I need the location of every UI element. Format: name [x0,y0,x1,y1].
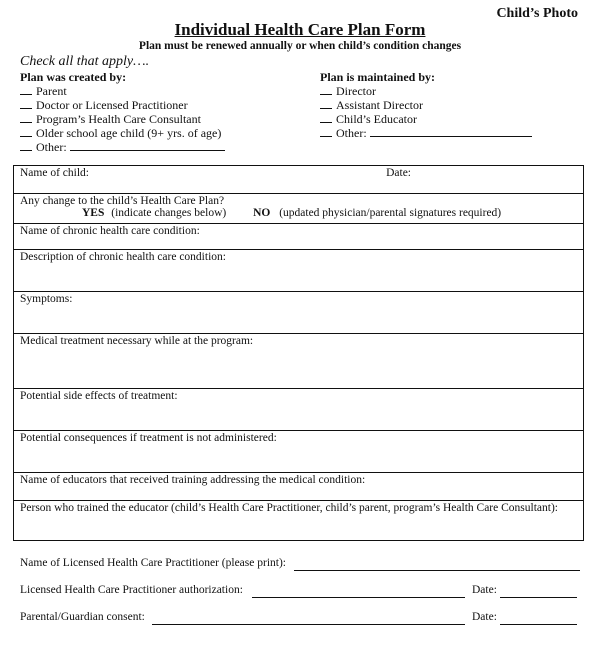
consent-signature-line[interactable] [152,624,465,625]
plan-change-field[interactable] [14,194,584,224]
chronic-condition-description-field[interactable] [14,250,584,292]
trainer-label: Person who trained the educator (child’s Health Care Practitioner, child’s parent, program’s Health Care Consultant): [20,502,558,514]
symptoms-field[interactable] [14,292,584,334]
plan-change-question: Any change to the child’s Health Care Plan? [20,195,225,207]
checkbox-blank[interactable] [320,126,332,137]
maintained-by-option-other[interactable]: Other: [320,126,532,141]
form-title: Individual Health Care Plan Form [174,20,426,39]
maintained-by-option-assistant[interactable]: Assistant Director [320,98,423,113]
maintained-by-option-educator[interactable]: Child’s Educator [320,112,417,127]
created-by-heading: Plan was created by: [20,70,127,84]
created-by-option-consultant[interactable]: Program’s Health Care Consultant [20,112,201,127]
checkbox-blank[interactable] [320,84,332,95]
no-note: (updated physician/parental signatures required) [279,207,502,219]
other-line[interactable] [70,140,225,151]
side-effects-field[interactable] [14,389,584,431]
practitioner-name-line[interactable] [294,570,580,571]
yes-option[interactable]: YES [82,207,105,219]
symptoms-label: Symptoms: [20,293,73,305]
health-plan-table [13,165,584,541]
consent-date-line[interactable] [500,624,577,625]
medical-treatment-field[interactable] [14,334,584,389]
checkbox-blank[interactable] [320,98,332,109]
check-all-instruction: Check all that apply…. [20,54,150,69]
consequences-field[interactable] [14,431,584,473]
checkbox-blank[interactable] [320,112,332,123]
created-by-option-older-child[interactable]: Older school age child (9+ yrs. of age) [20,126,221,141]
practitioner-name-label: Name of Licensed Health Care Practitioner (please print): [20,557,286,569]
checkbox-blank[interactable] [20,84,32,95]
form-subtitle: Plan must be renewed annually or when child’s condition changes [138,40,462,52]
no-option[interactable]: NO [253,207,271,219]
childs-photo-label: Child’s Photo [496,6,578,21]
trainer-field[interactable] [14,501,584,541]
consequences-label: Potential consequences if treatment is not administered: [20,432,277,444]
maintained-by-heading: Plan is maintained by: [320,70,436,84]
checkbox-blank[interactable] [20,98,32,109]
authorization-label: Licensed Health Care Practitioner authorization: [20,584,243,596]
checkbox-blank[interactable] [20,112,32,123]
maintained-by-option-director[interactable]: Director [320,84,376,99]
authorization-signature-line[interactable] [252,597,465,598]
chronic-condition-name-label: Name of chronic health care condition: [20,225,200,237]
chronic-condition-name-field[interactable] [14,224,584,250]
side-effects-label: Potential side effects of treatment: [20,390,178,402]
authorization-date-line[interactable] [500,597,577,598]
chronic-condition-description-label: Description of chronic health care condition: [20,251,226,263]
trained-educators-label: Name of educators that received training addressing the medical condition: [20,474,366,486]
authorization-date-label: Date: [472,584,497,596]
consent-date-label: Date: [472,611,497,623]
trained-educators-field[interactable] [14,473,584,501]
name-of-child-label: Name of child: [20,167,89,179]
created-by-option-parent[interactable]: Parent [20,84,67,99]
consent-label: Parental/Guardian consent: [20,611,145,623]
yes-note: (indicate changes below) [111,207,227,219]
medical-treatment-label: Medical treatment necessary while at the program: [20,335,254,347]
date-label: Date: [386,167,411,179]
checkbox-blank[interactable] [20,140,32,151]
created-by-option-other[interactable]: Other: [20,140,225,155]
created-by-option-doctor[interactable]: Doctor or Licensed Practitioner [20,98,188,113]
checkbox-blank[interactable] [20,126,32,137]
name-of-child-field[interactable] [14,166,584,194]
other-line[interactable] [370,126,532,137]
